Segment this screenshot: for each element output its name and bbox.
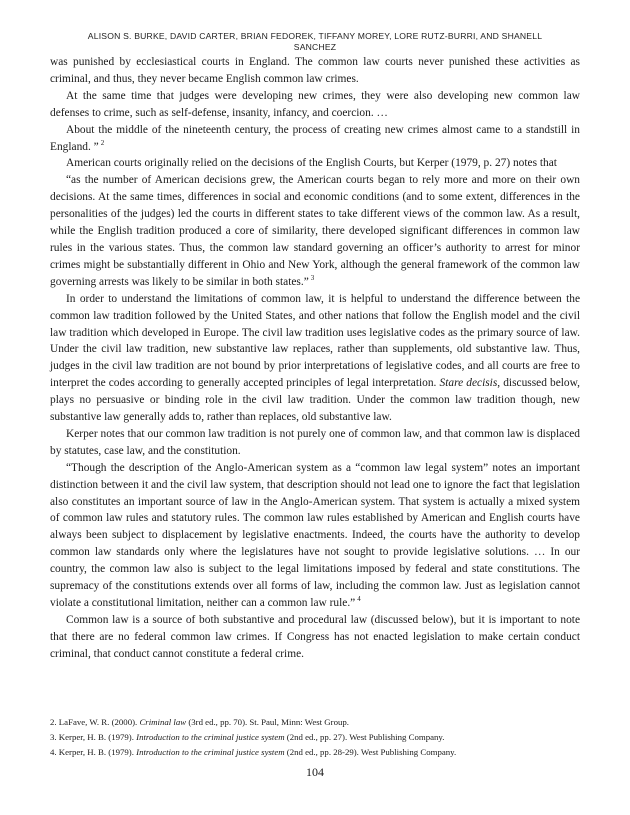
footnote — [50, 715, 580, 730]
quote-text: “as the number of American decisions grew, the American courts began to rely more and more on their own decisions. At the same times, differences in social and economic conditions (and to some extent, differences in the personalities of the judges) led the courts in different states to take different views of the common law. As a result, while the English tradition produced a core of similarity, there developed significant differences in common law rules in the various states. Thus, the common law standard governing an officer’s authority to arrest for minor crimes might be substantially different in Ohio and New York, although the general framework of the common law governing arrests was likely to be similar in both states.” — [50, 174, 580, 288]
footnote-ref[interactable]: 3 — [310, 273, 315, 282]
paragraph-text: About the middle of the nineteenth century, the process of creating new crimes almost came to a standstill in England. ” — [50, 123, 580, 153]
paragraph — [50, 291, 580, 426]
footnote — [50, 730, 580, 745]
footnote-citation: 3. Kerper, H. B. (1979). — [50, 732, 137, 742]
running-header-authors: ALISON S. BURKE, DAVID CARTER, BRIAN FEDOREK, TIFFANY MOREY, LORE RUTZ-BURRI, AND SHANELL — [87, 31, 543, 41]
footnote-title: Introduction to the criminal justice system — [136, 747, 285, 757]
paragraph: was punished by ecclesiastical courts in England. The common law courts never punished these activities as criminal, and thus, they never became English common law crimes. — [50, 56, 580, 85]
footnote-citation: 4. Kerper, H. B. (1979). — [50, 747, 137, 757]
block-quote — [50, 172, 580, 290]
footnote-citation: (2nd ed., pp. 28-29). West Publishing Company. — [284, 747, 457, 757]
footnotes — [50, 715, 580, 760]
footnote-title: Criminal law — [139, 717, 187, 727]
footnote-ref[interactable]: 4 — [357, 595, 361, 604]
block-quote — [50, 460, 580, 612]
paragraph-text: , discussed below, plays no persuasive or binding role in the civil law tradition. Under the common law tradition though, new substantive law generally adds to, rather than replaces, old substantive law. — [50, 377, 580, 424]
running-header — [50, 31, 580, 52]
paragraph: At the same time that judges were developing new crimes, they were also developing new common law defenses to crime, such as self-defense, insanity, infancy, and coercion. … — [50, 89, 580, 119]
footnote-ref[interactable]: 2 — [100, 138, 105, 147]
paragraph: Kerper notes that our common law tradition is not purely one of common law, and that common law is displaced by statutes, case law, and the constitution. — [50, 427, 580, 457]
running-header-authors-cont: SANCHEZ — [293, 41, 337, 52]
footnote-title: Introduction to the criminal justice system — [136, 732, 285, 742]
quote-text: “Though the description of the Anglo-American system as a “common law legal system” notes an important distinction between it and the civil law system, that description should not lead one to ignore the fact that legislation also constitutes an important source of law in the Anglo-American system. That system is actually a mixed system of common law rules and statutory rules. The common law rules established by American and English courts have always been subject to displacement by legislative enactments. Indeed, the courts have the authority to develop common law standards only where the legislatures have not sought to provide legislative solutions. … In our country, the common law also is subject to the legal limitations imposed by federal and state constitutions. The supremacy of the constitutions extends over all forms of law, including the common law. Just as legislation cannot violate a constitutional limitation, neither can a common law rule.” — [50, 461, 580, 609]
footnote-citation: (3rd ed., pp. 70). St. Paul, Minn: West Group. — [186, 717, 349, 727]
paragraph: American courts originally relied on the decisions of the English Courts, but Kerper (1979, p. 27) notes that — [66, 157, 557, 170]
latin-term: Stare decisis — [439, 377, 498, 390]
footnote-citation: (2nd ed., pp. 27). West Publishing Company. — [284, 732, 445, 742]
main-text — [50, 54, 580, 663]
paragraph-text: In order to understand the limitations of common law, it is helpful to understand the difference between the common law tradition followed by the United States, and other nations that follow the English model and the civil law tradition which developed in Europe. The civil law tradition uses legislative codes as the primary source of law. Under the civil law tradition, new substantive law replaces, rather than supplements, old substantive law. Thus, judges in the civil law tradition are not bound by prior interpretations of legislative codes, and all courts are free to interpret the codes according to generally accepted principles of legal interpretation. — [50, 292, 580, 390]
page-number: 104 — [306, 765, 324, 779]
paragraph — [50, 122, 580, 156]
paragraph: Common law is a source of both substantive and procedural law (discussed below), but it is important to note that there are no federal common law crimes. If Congress has not enacted legislation to make certain conduct criminal, that conduct cannot constitute a federal crime. — [50, 613, 580, 660]
footnote-citation: 2. LaFave, W. R. (2000). — [50, 717, 140, 727]
footnote — [50, 745, 580, 760]
